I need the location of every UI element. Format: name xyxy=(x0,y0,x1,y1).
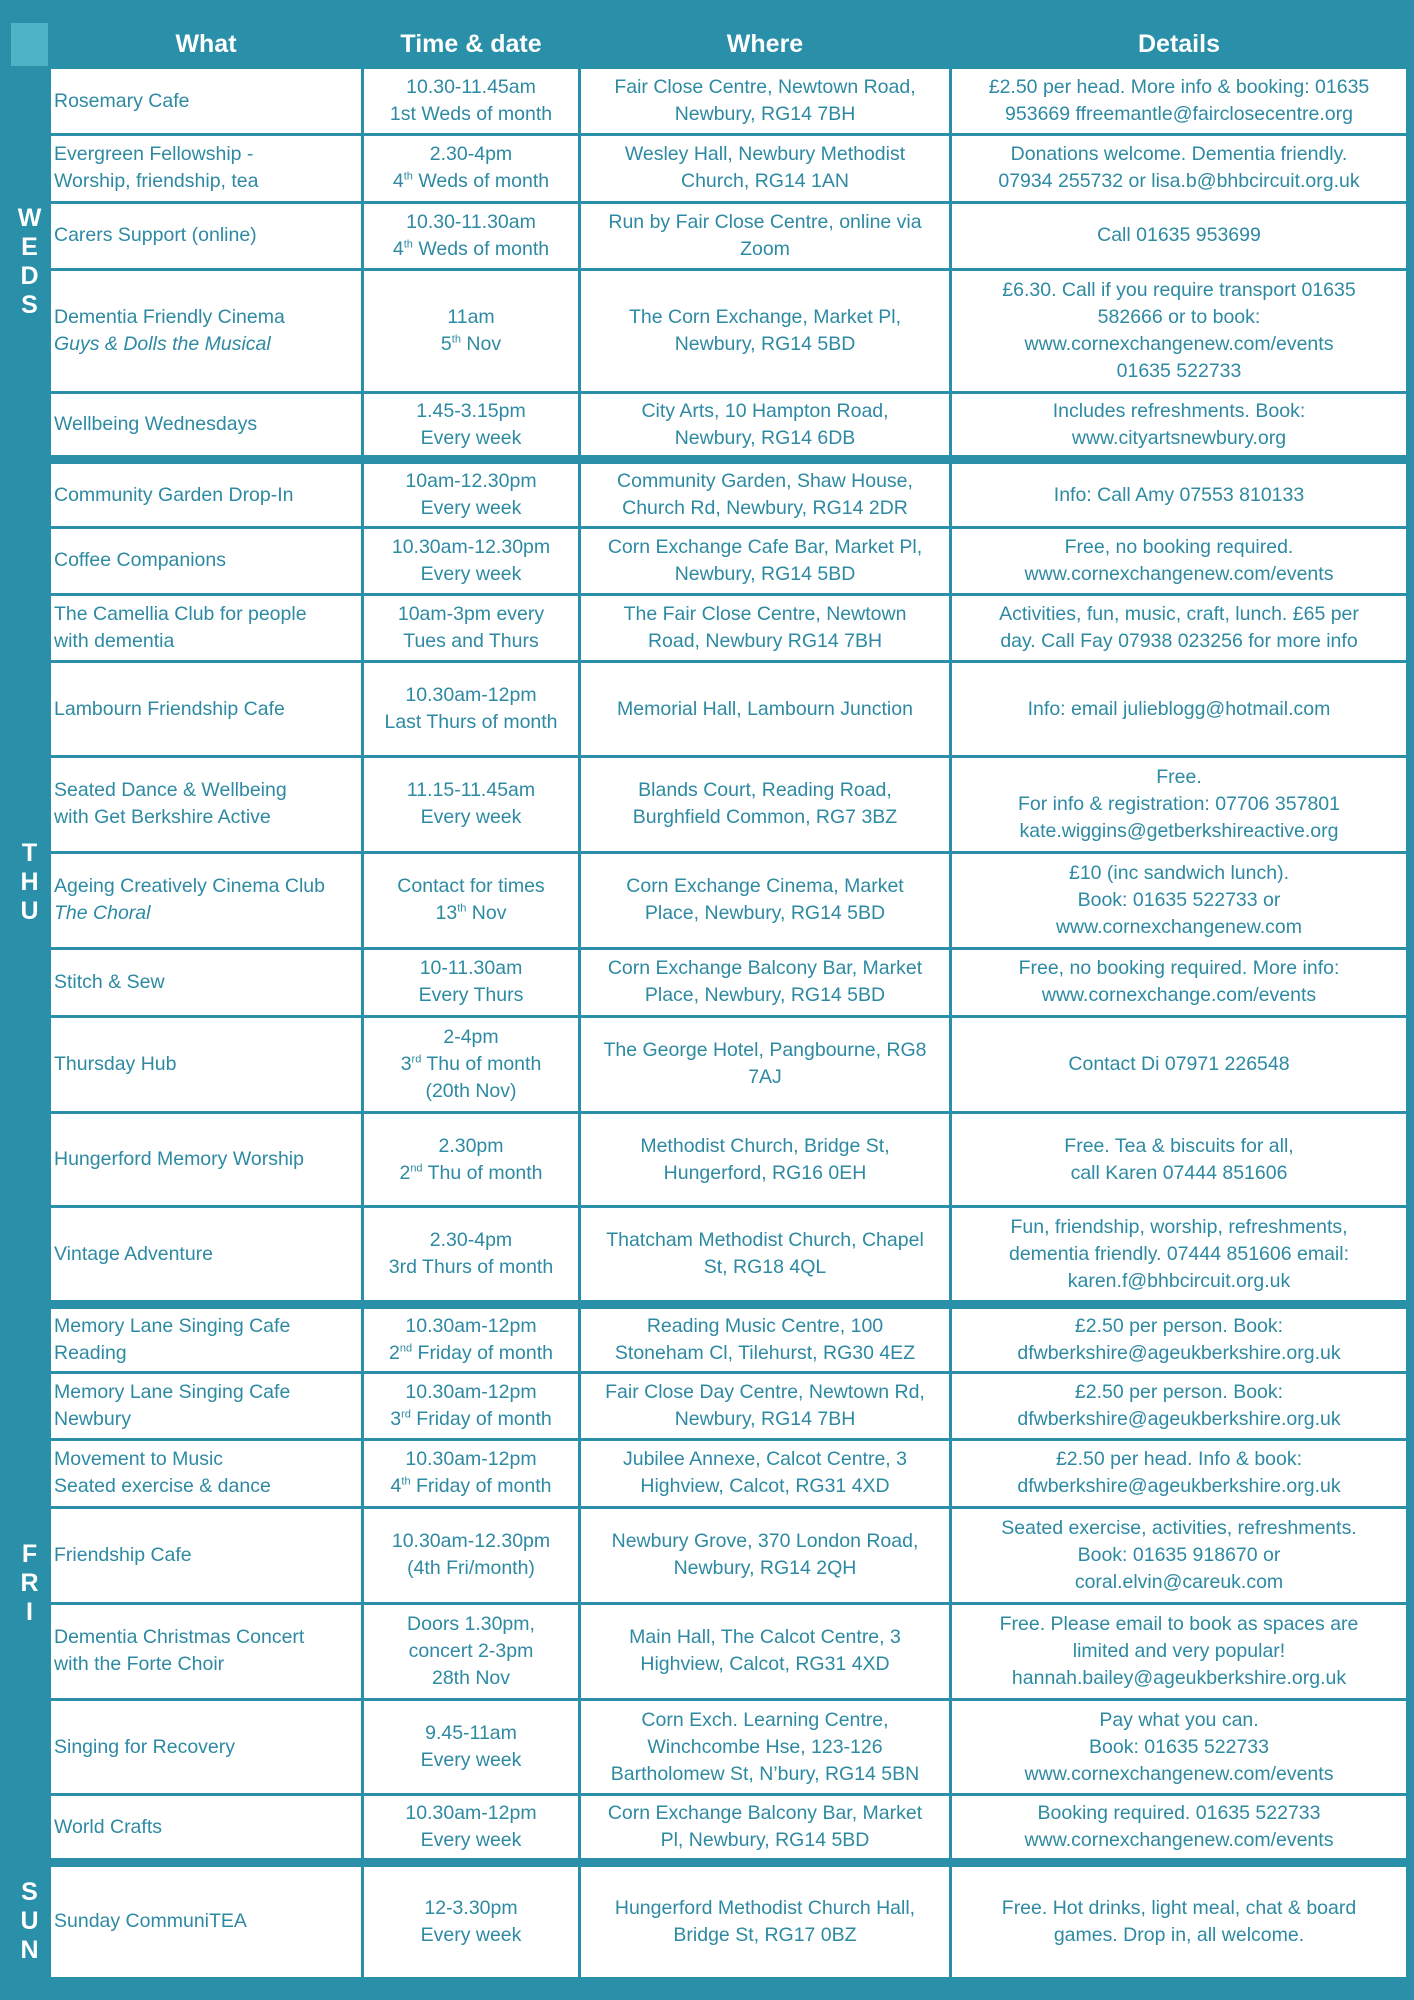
event-what: Hungerford Memory Worship xyxy=(50,1112,363,1207)
event-what: Vintage Adventure xyxy=(50,1207,363,1305)
event-where: Hungerford Methodist Church Hall, Bridge St, RG17 0BZ xyxy=(580,1862,951,1978)
event-what: The Camellia Club for people with dementia xyxy=(50,594,363,661)
table-row xyxy=(10,1439,1408,1507)
event-what: Dementia Christmas Concert with the Forte Choir xyxy=(50,1603,363,1699)
event-time: 10am-12.30pm Every week xyxy=(363,460,580,527)
day-letter: T xyxy=(21,838,38,867)
event-time: 2.30pm 2nd Thu of month xyxy=(363,1112,580,1207)
event-where: Corn Exchange Cinema, Market Place, Newbury, RG14 5BD xyxy=(580,852,951,948)
table-row xyxy=(10,1795,1408,1862)
event-where: Run by Fair Close Centre, online via Zoom xyxy=(580,202,951,269)
day-letter: E xyxy=(21,233,38,262)
table-row xyxy=(10,393,1408,460)
event-details: £6.30. Call if you require transport 01635 582666 or to book: www.cornexchangenew.com/events 01635 522733 xyxy=(951,269,1408,392)
event-what: Coffee Companions xyxy=(50,527,363,594)
table-row xyxy=(10,1508,1408,1604)
event-where: Main Hall, The Calcot Centre, 3 Highview, Calcot, RG31 4XD xyxy=(580,1603,951,1699)
event-time: 10-11.30am Every Thurs xyxy=(363,948,580,1016)
day-label-thu xyxy=(10,460,50,1305)
event-details: £2.50 per head. Info & book: dfwberkshire@ageukberkshire.org.uk xyxy=(951,1439,1408,1507)
event-what: Ageing Creatively Cinema Club The Choral xyxy=(50,852,363,948)
table-row xyxy=(10,1372,1408,1439)
event-time: 10.30am-12pm 3rd Friday of month xyxy=(363,1372,580,1439)
table-row xyxy=(10,756,1408,852)
event-what: Memory Lane Singing Cafe Newbury xyxy=(50,1372,363,1439)
event-where: Corn Exch. Learning Centre, Winchcombe Hse, 123-126 Bartholomew St, N’bury, RG14 5BN xyxy=(580,1699,951,1795)
table-row xyxy=(10,662,1408,757)
event-details: Activities, fun, music, craft, lunch. £65 per day. Call Fay 07938 023256 for more info xyxy=(951,594,1408,661)
event-time: 10.30am-12.30pm (4th Fri/month) xyxy=(363,1508,580,1604)
event-details: Info: Call Amy 07553 810133 xyxy=(951,460,1408,527)
event-where: Memorial Hall, Lambourn Junction xyxy=(580,662,951,757)
header-where: Where xyxy=(580,22,951,68)
event-details: Seated exercise, activities, refreshments. Book: 01635 918670 or coral.elvin@careuk.com xyxy=(951,1508,1408,1604)
event-where: The Fair Close Centre, Newtown Road, Newbury RG14 7BH xyxy=(580,594,951,661)
day-label-sun xyxy=(10,1862,50,1978)
event-time: 11am 5th Nov xyxy=(363,269,580,392)
event-where: The George Hotel, Pangbourne, RG8 7AJ xyxy=(580,1016,951,1112)
bottom-border xyxy=(0,1978,1414,2000)
event-time: 2.30-4pm 3rd Thurs of month xyxy=(363,1207,580,1305)
event-details: Donations welcome. Dementia friendly. 07934 255732 or lisa.b@bhbcircuit.org.uk xyxy=(951,135,1408,202)
event-details: £2.50 per person. Book: dfwberkshire@ageukberkshire.org.uk xyxy=(951,1305,1408,1372)
event-where: Corn Exchange Balcony Bar, Market Place, Newbury, RG14 5BD xyxy=(580,948,951,1016)
event-what: Dementia Friendly Cinema Guys & Dolls the Musical xyxy=(50,269,363,392)
table-row xyxy=(10,594,1408,661)
day-letter: S xyxy=(21,291,38,320)
event-what: Movement to Music Seated exercise & dance xyxy=(50,1439,363,1507)
day-label-fri xyxy=(10,1305,50,1862)
event-details: Free, no booking required. More info: www.cornexchange.com/events xyxy=(951,948,1408,1016)
event-where: Corn Exchange Balcony Bar, Market Pl, Newbury, RG14 5BD xyxy=(580,1795,951,1862)
event-what: Carers Support (online) xyxy=(50,202,363,269)
event-where: Community Garden, Shaw House, Church Rd, Newbury, RG14 2DR xyxy=(580,460,951,527)
table-row xyxy=(10,269,1408,392)
event-details: Booking required. 01635 522733 www.cornexchangenew.com/events xyxy=(951,1795,1408,1862)
event-time: 10.30-11.30am 4th Weds of month xyxy=(363,202,580,269)
event-what: Thursday Hub xyxy=(50,1016,363,1112)
event-what: Community Garden Drop-In xyxy=(50,460,363,527)
event-time: 1.45-3.15pm Every week xyxy=(363,393,580,460)
header-row xyxy=(10,22,1408,68)
header-corner xyxy=(10,22,50,68)
event-time: 12-3.30pm Every week xyxy=(363,1862,580,1978)
event-details: Contact Di 07971 226548 xyxy=(951,1016,1408,1112)
event-where: City Arts, 10 Hampton Road, Newbury, RG14 6DB xyxy=(580,393,951,460)
event-details: Free. Please email to book as spaces are limited and very popular! hannah.bailey@ageukberkshire.org.uk xyxy=(951,1603,1408,1699)
event-time: 10.30am-12.30pm Every week xyxy=(363,527,580,594)
event-details: Free, no booking required. www.cornexchangenew.com/events xyxy=(951,527,1408,594)
table-row xyxy=(10,460,1408,527)
event-what: Lambourn Friendship Cafe xyxy=(50,662,363,757)
event-where: Corn Exchange Cafe Bar, Market Pl, Newbury, RG14 5BD xyxy=(580,527,951,594)
day-letter: F xyxy=(21,1539,38,1568)
event-details: Free. Hot drinks, light meal, chat & board games. Drop in, all welcome. xyxy=(951,1862,1408,1978)
event-time: 2.30-4pm 4th Weds of month xyxy=(363,135,580,202)
table-row xyxy=(10,1603,1408,1699)
table-row xyxy=(10,1207,1408,1305)
header-time-date: Time & date xyxy=(363,22,580,68)
day-letter: I xyxy=(26,1597,33,1626)
table-row xyxy=(10,202,1408,269)
event-details: £2.50 per head. More info & booking: 01635 953669 ffreemantle@fairclosecentre.org xyxy=(951,68,1408,135)
table-row xyxy=(10,1112,1408,1207)
event-details: Pay what you can. Book: 01635 522733 www.cornexchangenew.com/events xyxy=(951,1699,1408,1795)
event-what: Friendship Cafe xyxy=(50,1508,363,1604)
header-what: What xyxy=(50,22,363,68)
event-what: Wellbeing Wednesdays xyxy=(50,393,363,460)
table-row xyxy=(10,1305,1408,1372)
event-time: 10.30am-12pm Every week xyxy=(363,1795,580,1862)
event-where: Fair Close Centre, Newtown Road, Newbury, RG14 7BH xyxy=(580,68,951,135)
table-row xyxy=(10,852,1408,948)
event-where: Blands Court, Reading Road, Burghfield Common, RG7 3BZ xyxy=(580,756,951,852)
event-where: Reading Music Centre, 100 Stoneham Cl, Tilehurst, RG30 4EZ xyxy=(580,1305,951,1372)
event-where: Jubilee Annexe, Calcot Centre, 3 Highview, Calcot, RG31 4XD xyxy=(580,1439,951,1507)
event-time: 9.45-11am Every week xyxy=(363,1699,580,1795)
day-letter: N xyxy=(20,1936,39,1965)
event-where: Methodist Church, Bridge St, Hungerford, RG16 0EH xyxy=(580,1112,951,1207)
event-details: Free. For info & registration: 07706 357801 kate.wiggins@getberkshireactive.org xyxy=(951,756,1408,852)
event-what: Seated Dance & Wellbeing with Get Berkshire Active xyxy=(50,756,363,852)
header-details: Details xyxy=(951,22,1408,68)
event-where: The Corn Exchange, Market Pl, Newbury, RG14 5BD xyxy=(580,269,951,392)
day-letter: W xyxy=(17,204,42,233)
event-what: Evergreen Fellowship - Worship, friendship, tea xyxy=(50,135,363,202)
day-letter: S xyxy=(21,1878,38,1907)
event-time: 2-4pm 3rd Thu of month (20th Nov) xyxy=(363,1016,580,1112)
event-details: Includes refreshments. Book: www.cityartsnewbury.org xyxy=(951,393,1408,460)
event-details: Fun, friendship, worship, refreshments, dementia friendly. 07444 851606 email: karen.f@bhbcircuit.org.uk xyxy=(951,1207,1408,1305)
event-time: 10.30am-12pm Last Thurs of month xyxy=(363,662,580,757)
event-time: 11.15-11.45am Every week xyxy=(363,756,580,852)
table-row xyxy=(10,1862,1408,1978)
table-row xyxy=(10,948,1408,1016)
event-where: Thatcham Methodist Church, Chapel St, RG18 4QL xyxy=(580,1207,951,1305)
event-what: World Crafts xyxy=(50,1795,363,1862)
table-row xyxy=(10,1699,1408,1795)
table-row xyxy=(10,135,1408,202)
event-what: Memory Lane Singing Cafe Reading xyxy=(50,1305,363,1372)
event-time: 10.30am-12pm 4th Friday of month xyxy=(363,1439,580,1507)
day-label-weds xyxy=(10,68,50,460)
event-time: 10.30-11.45am 1st Weds of month xyxy=(363,68,580,135)
table-row xyxy=(10,1016,1408,1112)
event-details: Call 01635 953699 xyxy=(951,202,1408,269)
day-letter: R xyxy=(20,1568,39,1597)
event-details: Free. Tea & biscuits for all, call Karen 07444 851606 xyxy=(951,1112,1408,1207)
table-row xyxy=(10,527,1408,594)
event-what: Sunday CommuniTEA xyxy=(50,1862,363,1978)
event-time: 10.30am-12pm 2nd Friday of month xyxy=(363,1305,580,1372)
day-letter: D xyxy=(20,262,39,291)
event-details: Info: email julieblogg@hotmail.com xyxy=(951,662,1408,757)
event-time: 10am-3pm every Tues and Thurs xyxy=(363,594,580,661)
day-letter: U xyxy=(20,1907,39,1936)
event-details: £10 (inc sandwich lunch). Book: 01635 522733 or www.cornexchangenew.com xyxy=(951,852,1408,948)
day-letter: H xyxy=(20,867,39,896)
events-table xyxy=(8,20,1409,1980)
event-where: Fair Close Day Centre, Newtown Rd, Newbury, RG14 7BH xyxy=(580,1372,951,1439)
event-what: Singing for Recovery xyxy=(50,1699,363,1795)
event-where: Newbury Grove, 370 London Road, Newbury, RG14 2QH xyxy=(580,1508,951,1604)
event-time: Doors 1.30pm, concert 2-3pm 28th Nov xyxy=(363,1603,580,1699)
event-what: Stitch & Sew xyxy=(50,948,363,1016)
event-where: Wesley Hall, Newbury Methodist Church, RG14 1AN xyxy=(580,135,951,202)
event-details: £2.50 per person. Book: dfwberkshire@ageukberkshire.org.uk xyxy=(951,1372,1408,1439)
event-time: Contact for times 13th Nov xyxy=(363,852,580,948)
table-row xyxy=(10,68,1408,135)
day-letter: U xyxy=(20,896,39,925)
event-what: Rosemary Cafe xyxy=(50,68,363,135)
